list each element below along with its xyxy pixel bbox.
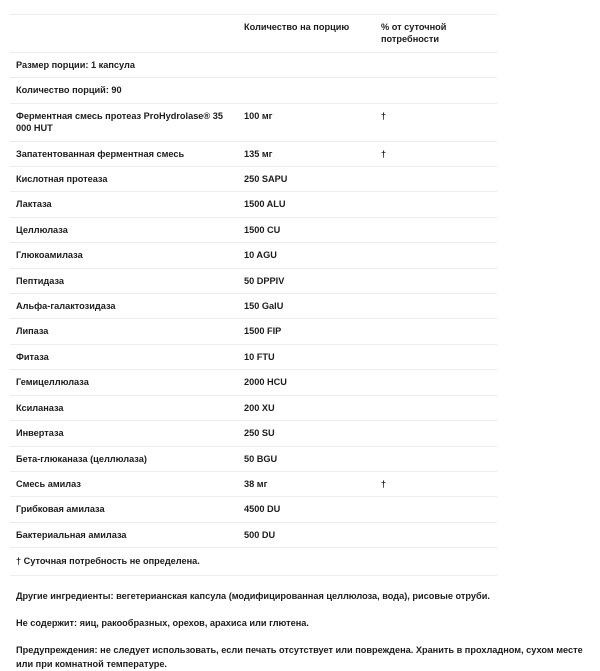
ingredient-amount: 500 DU	[238, 522, 375, 547]
ingredient-name: Ферментная смесь протеаз ProHydrolase® 35 000 HUT	[10, 103, 238, 141]
table-row	[10, 522, 497, 547]
ingredient-daily-value	[375, 243, 497, 268]
ingredient-amount: 250 SAPU	[238, 166, 375, 191]
table-row	[10, 166, 497, 191]
table-row	[10, 446, 497, 471]
table-row	[10, 344, 497, 369]
table-body	[10, 103, 497, 548]
serving-size-row	[10, 52, 497, 77]
ingredient-name: Пептидаза	[10, 268, 238, 293]
other-ingredients-note: Другие ингредиенты: вегетерианская капсула (модифицированная целлюлоза, вода), рисовые отруби.	[16, 590, 490, 601]
servings-per-container-row	[10, 78, 497, 103]
table-row	[10, 217, 497, 242]
ingredient-daily-value	[375, 344, 497, 369]
ingredient-daily-value	[375, 192, 497, 217]
ingredient-name: Глюкоамилаза	[10, 243, 238, 268]
ingredient-name: Фитаза	[10, 344, 238, 369]
ingredient-amount: 200 XU	[238, 395, 375, 420]
servings-per-container-text: Количество порций: 90	[10, 78, 497, 103]
ingredient-daily-value	[375, 497, 497, 522]
ingredient-daily-value	[375, 217, 497, 242]
ingredient-amount: 1500 CU	[238, 217, 375, 242]
ingredient-amount: 2000 HCU	[238, 370, 375, 395]
table-header	[10, 15, 497, 53]
ingredient-name: Лактаза	[10, 192, 238, 217]
ingredient-name: Целлюлаза	[10, 217, 238, 242]
ingredient-amount: 50 BGU	[238, 446, 375, 471]
column-header-daily-value: % от суточной потребности	[375, 15, 497, 53]
column-header-amount: Количество на порцию	[238, 15, 375, 53]
ingredient-daily-value: †	[375, 472, 497, 497]
ingredient-daily-value	[375, 268, 497, 293]
table-row	[10, 141, 497, 166]
ingredient-amount: 135 мг	[238, 141, 375, 166]
ingredient-amount: 150 GalU	[238, 294, 375, 319]
ingredient-name: Гемицеллюлаза	[10, 370, 238, 395]
header-row	[10, 15, 497, 53]
ingredient-daily-value	[375, 395, 497, 420]
table-meta-body	[10, 52, 497, 103]
daily-value-footnote: † Суточная потребность не определена.	[10, 548, 497, 575]
table-footer	[10, 548, 497, 575]
ingredient-amount: 10 AGU	[238, 243, 375, 268]
ingredient-daily-value	[375, 294, 497, 319]
ingredient-daily-value: †	[375, 141, 497, 166]
table-row	[10, 370, 497, 395]
ingredient-daily-value	[375, 166, 497, 191]
table-row	[10, 103, 497, 141]
warnings-note: Предупреждения: не следует использовать, если печать отсутствует или повреждена. Хранить в прохладном, сухом месте или при комнатной температуре.	[16, 645, 583, 669]
ingredient-name: Грибковая амилаза	[10, 497, 238, 522]
table-row	[10, 268, 497, 293]
ingredient-name: Кислотная протеаза	[10, 166, 238, 191]
table-row	[10, 497, 497, 522]
ingredient-daily-value	[375, 421, 497, 446]
table-row	[10, 472, 497, 497]
ingredient-name: Инвертаза	[10, 421, 238, 446]
table-row	[10, 395, 497, 420]
supplement-facts-table	[10, 14, 497, 576]
notes-section	[0, 590, 600, 671]
ingredient-amount: 100 мг	[238, 103, 375, 141]
ingredient-daily-value	[375, 522, 497, 547]
ingredient-name: Альфа-галактозидаза	[10, 294, 238, 319]
ingredient-daily-value	[375, 319, 497, 344]
ingredient-amount: 1500 FIP	[238, 319, 375, 344]
ingredient-amount: 4500 DU	[238, 497, 375, 522]
serving-size-text: Размер порции: 1 капсула	[10, 52, 497, 77]
ingredient-name: Бета-глюканаза (целлюлаза)	[10, 446, 238, 471]
column-header-name	[10, 15, 238, 53]
table-row	[10, 192, 497, 217]
ingredient-name: Смесь амилаз	[10, 472, 238, 497]
ingredient-daily-value	[375, 370, 497, 395]
ingredient-name: Липаза	[10, 319, 238, 344]
ingredient-name: Ксиланаза	[10, 395, 238, 420]
ingredient-daily-value: †	[375, 103, 497, 141]
ingredient-amount: 1500 ALU	[238, 192, 375, 217]
ingredient-daily-value	[375, 446, 497, 471]
footnote-row	[10, 548, 497, 575]
free-from-note: Не содержит: яиц, ракообразных, орехов, арахиса или глютена.	[16, 618, 309, 629]
ingredient-amount: 10 FTU	[238, 344, 375, 369]
ingredient-amount: 38 мг	[238, 472, 375, 497]
ingredient-amount: 250 SU	[238, 421, 375, 446]
table-row	[10, 319, 497, 344]
ingredient-amount: 50 DPPIV	[238, 268, 375, 293]
ingredient-name: Бактериальная амилаза	[10, 522, 238, 547]
table-row	[10, 243, 497, 268]
table-row	[10, 294, 497, 319]
table-row	[10, 421, 497, 446]
ingredient-name: Запатентованная ферментная смесь	[10, 141, 238, 166]
